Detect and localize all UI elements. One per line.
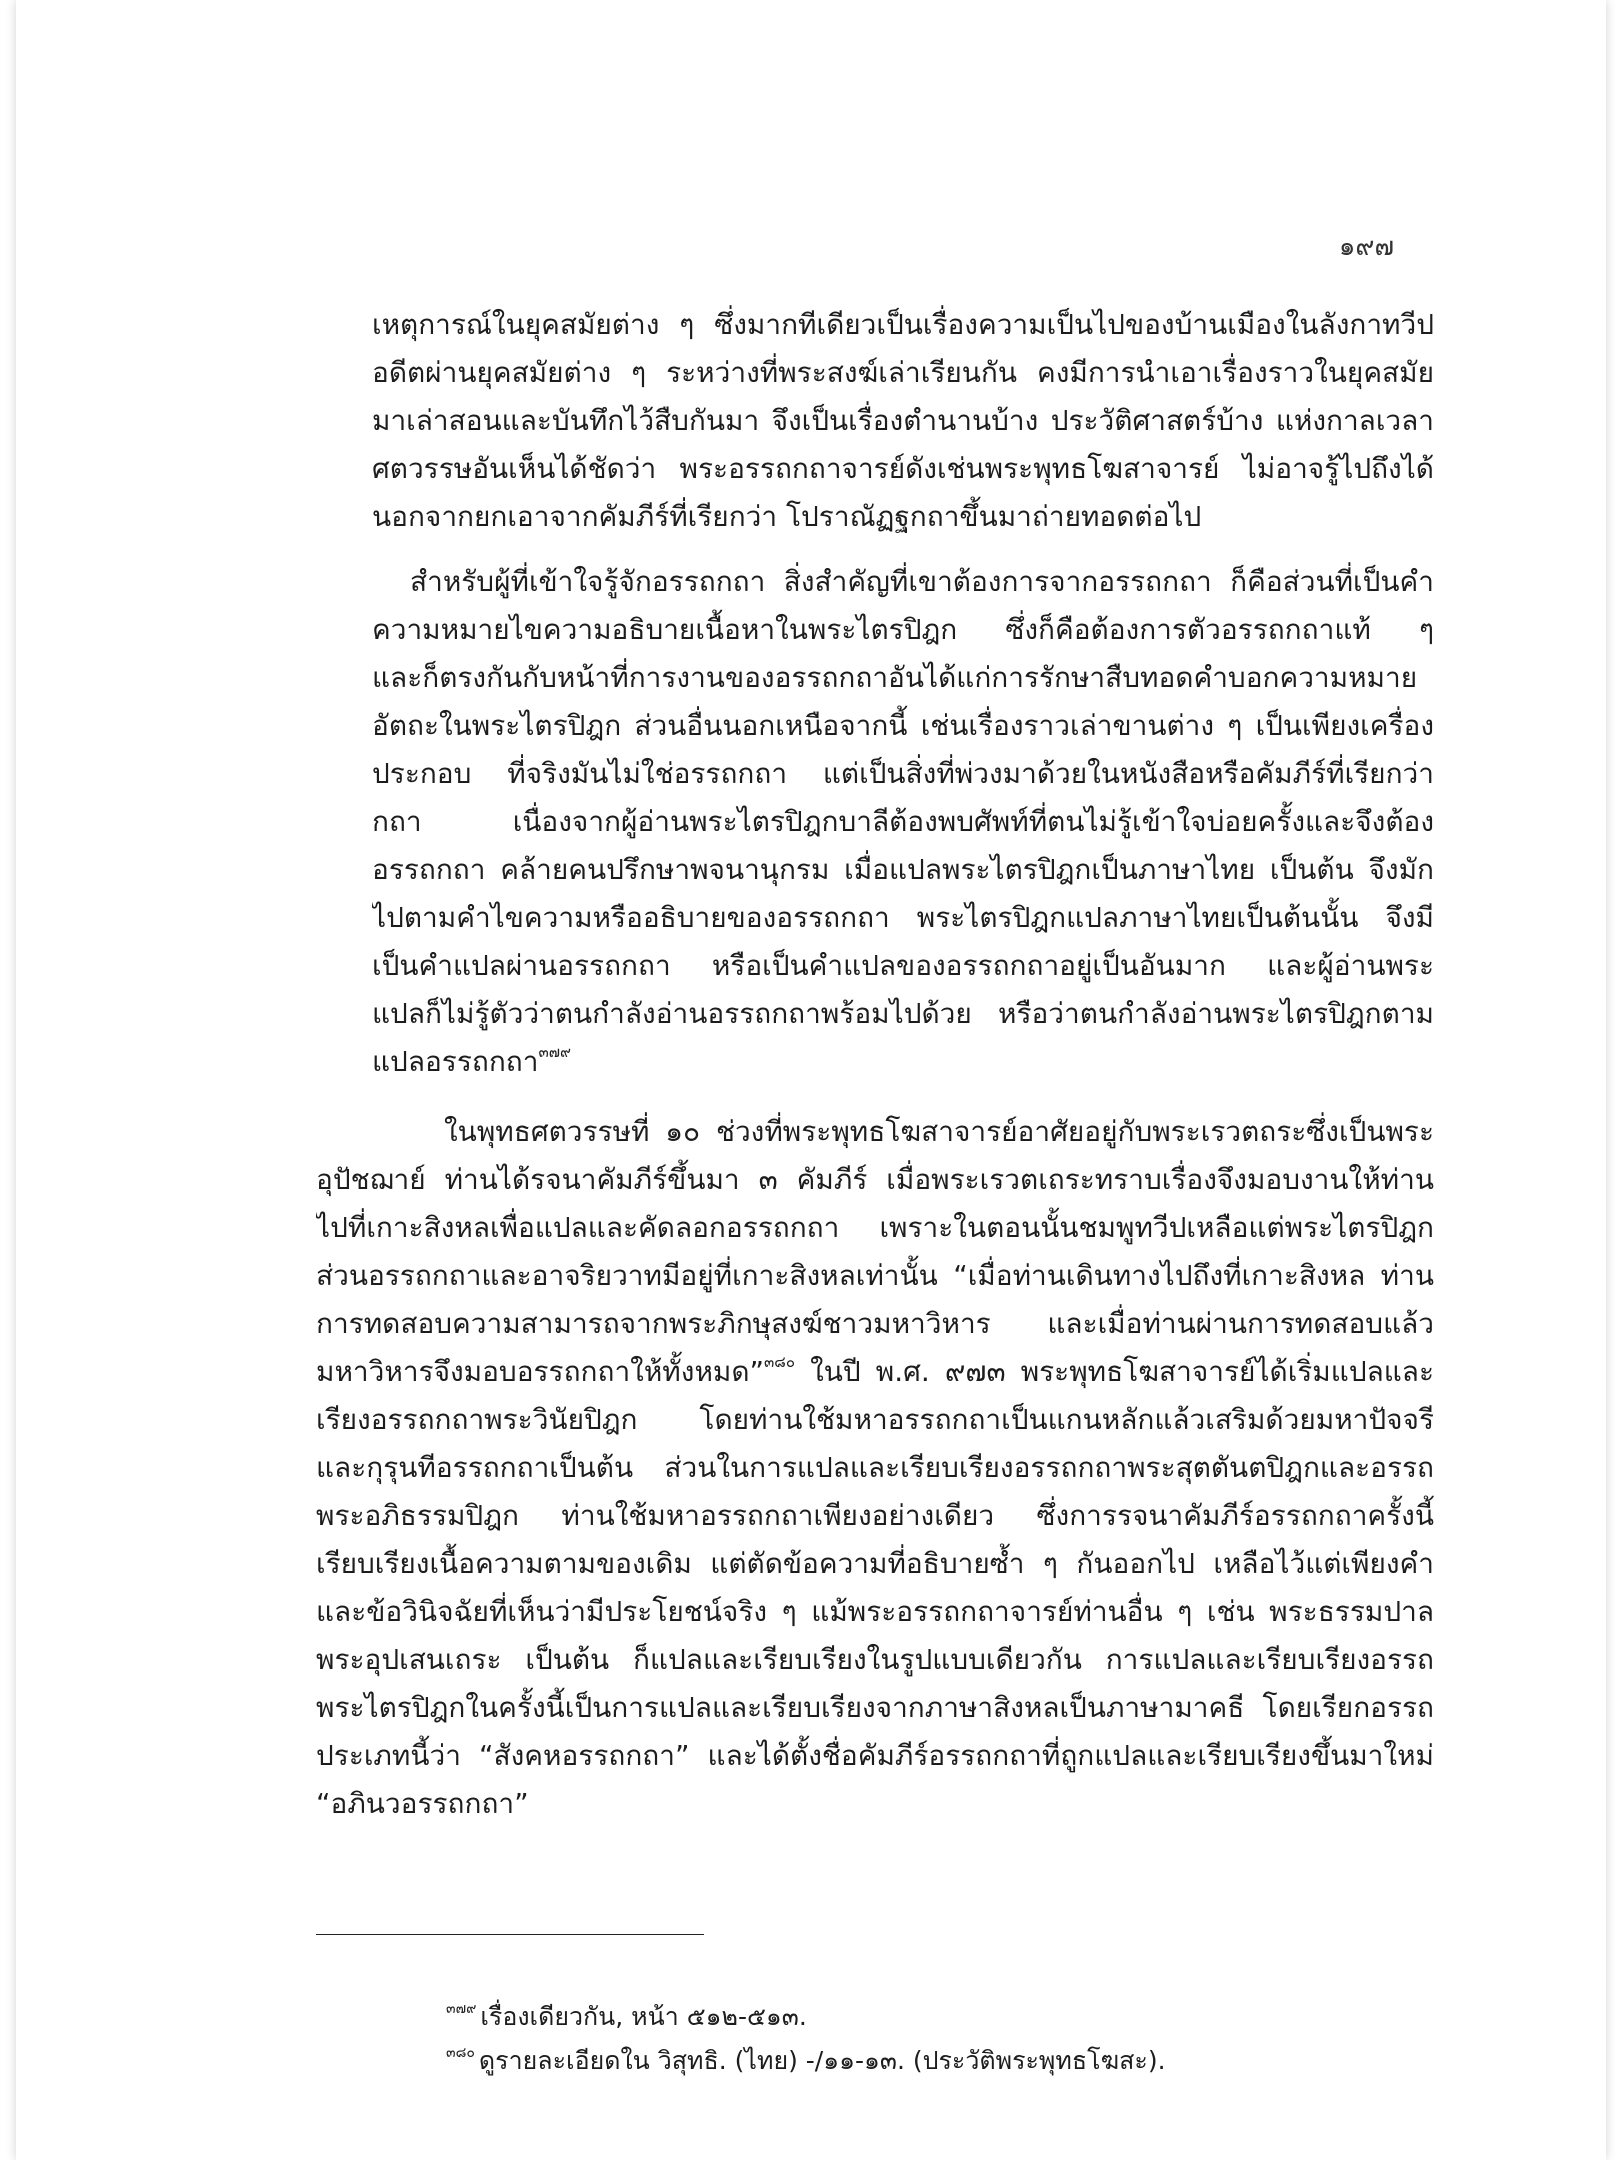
text-line	[372, 1038, 1434, 1086]
text-line: อรรถกถา คล้ายคนปรึกษาพจนานุกรม เมื่อแปลพระไตรปิฎกเป็นภาษาไทย เป็นต้น จึงมัก	[372, 853, 1434, 886]
page-number: ๑๙๗	[1338, 232, 1394, 262]
footnotes	[446, 1995, 1166, 2083]
text-line: สำหรับผู้ที่เข้าใจรู้จักอรรถกถา สิ่งสำคัญที่เขาต้องการจากอรรถกถา ก็คือส่วนที่เป็นคำ	[410, 565, 1434, 598]
text-line: เรียบเรียงเนื้อความตามของเดิม แต่ตัดข้อความที่อธิบายซ้ำ ๆ กันออกไป เหลือไว้แต่เพียงคำ	[316, 1547, 1434, 1580]
text-line: ในพุทธศตวรรษที่ ๑๐ ช่วงที่พระพุทธโฆสาจารย์อาศัยอยู่กับพระเรวตถระซึ่งเป็นพระ	[444, 1115, 1434, 1148]
text-line: พระไตรปิฎกในครั้งนี้เป็นการแปลและเรียบเรียงจากภาษาสิงหลเป็นภาษามาคธี โดยเรียกอรรถ	[316, 1691, 1434, 1724]
footnote-ref[interactable]: ๓๗๙	[538, 1043, 571, 1061]
text-run: มหาวิหารจึงมอบอรรถกถาให้ทั้งหมด”	[316, 1355, 765, 1388]
text-line: พระอุปเสนเถระ เป็นต้น ก็แปลและเรียบเรียงในรูปแบบเดียวกัน การแปลและเรียบเรียงอรรถ	[316, 1643, 1434, 1676]
text-run: ในปี พ.ศ. ๙๗๓ พระพุทธโฆสาจารย์ได้เริ่มแปลและ	[810, 1355, 1434, 1388]
footnote-text: ดูรายละเอียดใน วิสุทธิ. (ไทย) -/๑๑-๑๓. (ประวัติพระพุทธโฆสะ).	[478, 2046, 1166, 2075]
text-line: ส่วนอรรถกถาและอาจริยวาทมีอยู่ที่เกาะสิงหลเท่านั้น “เมื่อท่านเดินทางไปถึงที่เกาะสิงหล ท่าน	[316, 1259, 1434, 1292]
text-line: มาเล่าสอนและบันทึกไว้สืบกันมา จึงเป็นเรื่องตำนานบ้าง ประวัติศาสตร์บ้าง แห่งกาลเวลา	[372, 404, 1434, 437]
footnote-mark: ๓๘๐	[446, 2045, 475, 2061]
text-line	[316, 1348, 1434, 1396]
text-line: ศตวรรษอันเห็นได้ชัดว่า พระอรรถกถาจารย์ดังเช่นพระพุทธโฆสาจารย์ ไม่อาจรู้ไปถึงได้	[372, 452, 1434, 485]
text-line: ประเภทนี้ว่า “สังคหอรรถกถา” และได้ตั้งชื่อคัมภีร์อรรถกถาที่ถูกแปลและเรียบเรียงขึ้นมาใหม่	[316, 1739, 1434, 1772]
text-line: ไปตามคำไขความหรืออธิบายของอรรถกถา พระไตรปิฎกแปลภาษาไทยเป็นต้นนั้น จึงมี	[372, 901, 1434, 934]
text-line: อุปัชฌาย์ ท่านได้รจนาคัมภีร์ขึ้นมา ๓ คัมภีร์ เมื่อพระเรวตเถระทราบเรื่องจึงมอบงานให้ท่าน	[316, 1163, 1434, 1196]
text-line: เรียงอรรถกถาพระวินัยปิฎก โดยท่านใช้มหาอรรถกถาเป็นแกนหลักแล้วเสริมด้วยมหาปัจจรี	[316, 1403, 1434, 1436]
footnote-item	[446, 1995, 1166, 2039]
text-line: เป็นคำแปลผ่านอรรถกถา หรือเป็นคำแปลของอรรถกถาอยู่เป็นอันมาก และผู้อ่านพระ	[372, 949, 1434, 982]
text-run: แปลอรรถกถา	[372, 1045, 539, 1078]
paragraph-2	[372, 558, 1434, 1086]
footnote-ref[interactable]: ๓๘๐	[764, 1353, 796, 1371]
text-line: กถา เนื่องจากผู้อ่านพระไตรปิฎกบาลีต้องพบศัพท์ที่ตนไม่รู้เข้าใจบ่อยครั้งและจึงต้อง	[372, 805, 1434, 838]
text-line: การทดสอบความสามารถจากพระภิกษุสงฆ์ชาวมหาวิหาร และเมื่อท่านผ่านการทดสอบแล้ว	[316, 1307, 1434, 1340]
text-line: ประกอบ ที่จริงมันไม่ใช่อรรถกถา แต่เป็นสิ่งที่พ่วงมาด้วยในหนังสือหรือคัมภีร์ที่เรียกว่า	[372, 757, 1434, 790]
document-page	[16, 0, 1606, 2160]
text-line: เหตุการณ์ในยุคสมัยต่าง ๆ ซึ่งมากทีเดียวเป็นเรื่องความเป็นไปของบ้านเมืองในลังกาทวีป	[372, 308, 1434, 341]
text-line: ความหมายไขความอธิบายเนื้อหาในพระไตรปิฎก ซึ่งก็คือต้องการตัวอรรถกถาแท้ ๆ	[372, 613, 1434, 646]
text-line: และกุรุนทีอรรถกถาเป็นต้น ส่วนในการแปลและเรียบเรียงอรรถกถาพระสุตตันตปิฎกและอรรถ	[316, 1451, 1434, 1484]
text-line: และข้อวินิจฉัยที่เห็นว่ามีประโยชน์จริง ๆ แม้พระอรรถกถาจารย์ท่านอื่น ๆ เช่น พระธรรมปาล	[316, 1595, 1434, 1628]
text-line: อัตถะในพระไตรปิฎก ส่วนอื่นนอกเหนือจากนี้ เช่นเรื่องราวเล่าขานต่าง ๆ เป็นเพียงเครื่อง	[372, 709, 1434, 742]
text-line: ไปที่เกาะสิงหลเพื่อแปลและคัดลอกอรรถกถา เพราะในตอนนั้นชมพูทวีปเหลือแต่พระไตรปิฎก	[316, 1211, 1434, 1244]
text-line: และก็ตรงกันกับหน้าที่การงานของอรรถกถาอันได้แก่การรักษาสืบทอดคำบอกความหมาย	[372, 661, 1418, 694]
footnote-mark: ๓๗๙	[446, 2001, 477, 2017]
footnote-item	[446, 2039, 1166, 2083]
text-line: “อภินวอรรถกถา”	[316, 1787, 529, 1820]
text-line: แปลก็ไม่รู้ตัวว่าตนกำลังอ่านอรรถกถาพร้อมไปด้วย หรือว่าตนกำลังอ่านพระไตรปิฎกตาม	[372, 997, 1434, 1030]
footnote-text: เรื่องเดียวกัน, หน้า ๕๑๒-๕๑๓.	[480, 2002, 807, 2031]
paragraph-3	[316, 1108, 1434, 1828]
footnote-divider	[316, 1934, 704, 1935]
text-line: นอกจากยกเอาจากคัมภีร์ที่เรียกว่า โปราณัฏฐกถาขึ้นมาถ่ายทอดต่อไป	[372, 500, 1202, 533]
text-line: อดีตผ่านยุคสมัยต่าง ๆ ระหว่างที่พระสงฆ์เล่าเรียนกัน คงมีการนำเอาเรื่องราวในยุคสมัย	[372, 356, 1434, 389]
paragraph-1	[372, 301, 1434, 541]
text-line: พระอภิธรรมปิฎก ท่านใช้มหาอรรถกถาเพียงอย่างเดียว ซึ่งการรจนาคัมภีร์อรรถกถาครั้งนี้	[316, 1499, 1434, 1532]
